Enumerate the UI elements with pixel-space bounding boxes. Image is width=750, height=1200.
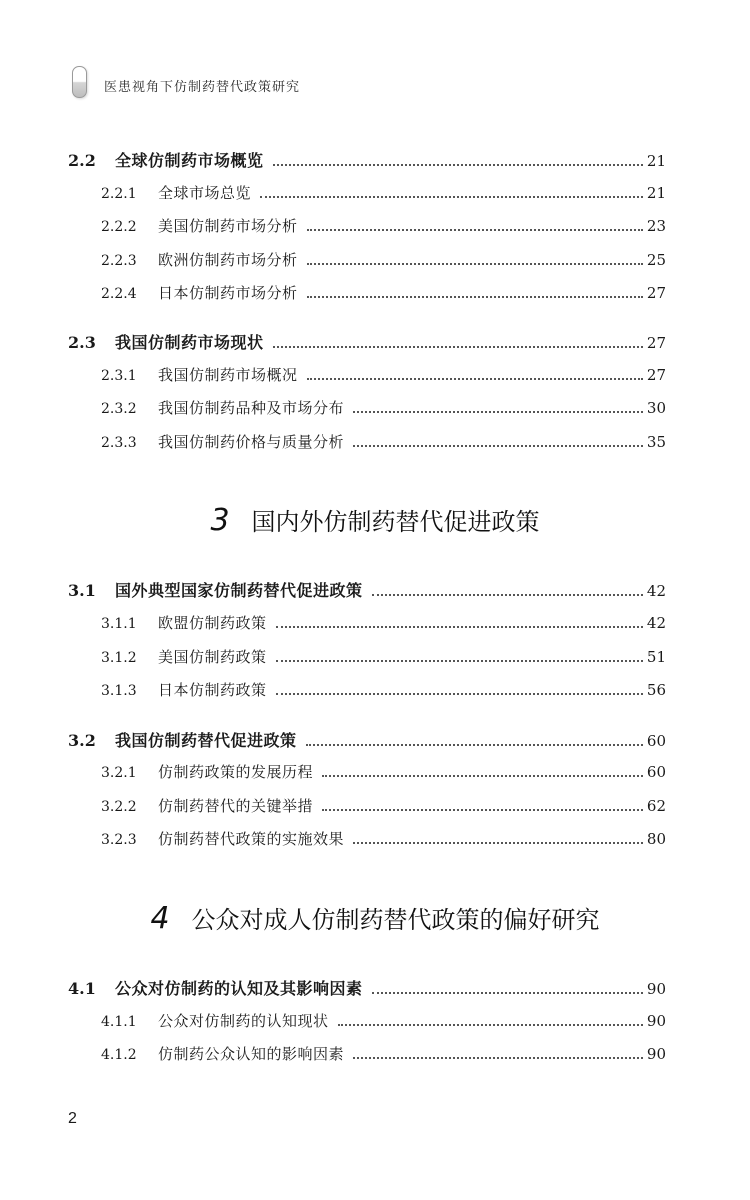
subsection-number: 3.2.2 (101, 799, 137, 815)
toc-subsection-3-1-2[interactable] (68, 646, 666, 670)
toc-subsection-4-1-1[interactable] (68, 1010, 666, 1034)
dot-leader (353, 410, 643, 413)
toc-subsection-3-1-3[interactable] (68, 679, 666, 703)
page-ref: 60 (646, 763, 666, 781)
section-number: 2.3 (68, 333, 96, 352)
toc-subsection-2-2-2[interactable] (68, 215, 666, 239)
section-number: 3.2 (68, 731, 96, 750)
dot-leader (260, 195, 643, 198)
subsection-number: 2.3.1 (101, 368, 137, 384)
page-ref: 27 (646, 334, 666, 352)
dot-leader (372, 593, 643, 596)
dot-leader (372, 991, 643, 994)
chapter-number: 3 (210, 503, 230, 538)
page-ref: 90 (646, 1045, 666, 1063)
subsection-title: 欧盟仿制药政策 (158, 614, 267, 632)
section-title: 我国仿制药市场现状 (115, 333, 264, 352)
subsection-number: 4.1.2 (101, 1047, 137, 1063)
toc-subsection-3-2-1[interactable] (68, 761, 666, 785)
toc-section-4-1[interactable] (68, 976, 666, 1000)
subsection-number: 3.2.3 (101, 832, 137, 848)
subsection-number: 3.1.3 (101, 683, 137, 699)
chapter-4-heading[interactable] (0, 900, 750, 936)
toc-subsection-2-2-1[interactable] (68, 182, 666, 206)
subsection-title: 欧洲仿制药市场分析 (158, 251, 298, 269)
dot-leader (322, 774, 643, 777)
subsection-number: 2.2.3 (101, 253, 137, 269)
dot-leader (307, 377, 643, 380)
toc-section-3-2[interactable] (68, 728, 666, 752)
section-title: 公众对仿制药的认知及其影响因素 (115, 979, 363, 998)
subsection-number: 2.3.3 (101, 435, 137, 451)
dot-leader (276, 625, 643, 628)
page-ref: 42 (646, 582, 666, 600)
page-ref: 35 (646, 433, 666, 451)
toc-subsection-2-3-1[interactable] (68, 364, 666, 388)
dot-leader (273, 345, 643, 348)
chapter-title: 公众对成人仿制药替代政策的偏好研究 (191, 906, 600, 934)
toc-subsection-2-3-2[interactable] (68, 397, 666, 421)
subsection-title: 我国仿制药价格与质量分析 (158, 433, 345, 451)
subsection-title: 仿制药公众认知的影响因素 (158, 1045, 345, 1063)
subsection-number: 3.1.2 (101, 650, 137, 666)
subsection-number: 3.2.1 (101, 765, 137, 781)
page-ref: 80 (646, 830, 666, 848)
page-ref: 21 (646, 184, 666, 202)
toc-subsection-4-1-2[interactable] (68, 1043, 666, 1067)
subsection-title: 仿制药替代的关键举措 (158, 797, 314, 815)
dot-leader (353, 444, 643, 447)
subsection-title: 我国仿制药市场概况 (158, 366, 298, 384)
subsection-title: 仿制药政策的发展历程 (158, 763, 314, 781)
dot-leader (273, 163, 643, 166)
subsection-number: 2.3.2 (101, 401, 137, 417)
subsection-title: 公众对仿制药的认知现状 (158, 1012, 329, 1030)
toc-subsection-2-2-4[interactable] (68, 282, 666, 306)
page-ref: 56 (646, 681, 666, 699)
page-ref: 23 (646, 217, 666, 235)
toc-subsection-3-1-1[interactable] (68, 612, 666, 636)
dot-leader (322, 808, 643, 811)
subsection-title: 日本仿制药政策 (158, 681, 267, 699)
toc-subsection-3-2-2[interactable] (68, 795, 666, 819)
section-title: 我国仿制药替代促进政策 (115, 731, 297, 750)
toc-section-2-2[interactable] (68, 148, 666, 172)
page-ref: 30 (646, 399, 666, 417)
subsection-number: 4.1.1 (101, 1014, 137, 1030)
page-ref: 21 (646, 152, 666, 170)
dot-leader (353, 1056, 643, 1059)
subsection-number: 2.2.1 (101, 186, 137, 202)
page-ref: 51 (646, 648, 666, 666)
dot-leader (276, 659, 643, 662)
section-title: 国外典型国家仿制药替代促进政策 (115, 581, 363, 600)
capsule-icon (72, 66, 87, 98)
dot-leader (338, 1023, 643, 1026)
page-ref: 62 (646, 797, 666, 815)
dot-leader (307, 295, 643, 298)
page-ref: 60 (646, 732, 666, 750)
subsection-title: 我国仿制药品种及市场分布 (158, 399, 345, 417)
dot-leader (353, 841, 643, 844)
chapter-title: 国内外仿制药替代促进政策 (251, 508, 540, 536)
header-title: 医患视角下仿制药替代政策研究 (104, 80, 301, 95)
section-number: 3.1 (68, 581, 96, 600)
toc-subsection-2-3-3[interactable] (68, 431, 666, 455)
page-ref: 27 (646, 284, 666, 302)
page-ref: 42 (646, 614, 666, 632)
subsection-title: 全球市场总览 (158, 184, 252, 202)
section-title: 全球仿制药市场概览 (115, 151, 264, 170)
subsection-title: 美国仿制药市场分析 (158, 217, 298, 235)
subsection-number: 2.2.2 (101, 219, 137, 235)
chapter-number: 4 (150, 901, 170, 936)
toc-section-3-1[interactable] (68, 578, 666, 602)
subsection-number: 2.2.4 (101, 286, 137, 302)
page-ref: 27 (646, 366, 666, 384)
page-number: 2 (68, 1110, 77, 1127)
page-ref: 25 (646, 251, 666, 269)
running-header (72, 64, 672, 100)
section-number: 4.1 (68, 979, 96, 998)
subsection-title: 仿制药替代政策的实施效果 (158, 830, 345, 848)
subsection-number: 3.1.1 (101, 616, 137, 632)
dot-leader (307, 262, 643, 265)
toc-subsection-2-2-3[interactable] (68, 249, 666, 273)
page-ref: 90 (646, 980, 666, 998)
section-number: 2.2 (68, 151, 96, 170)
dot-leader (306, 743, 643, 746)
subsection-title: 日本仿制药市场分析 (158, 284, 298, 302)
toc-subsection-3-2-3[interactable] (68, 828, 666, 852)
page-ref: 90 (646, 1012, 666, 1030)
toc-section-2-3[interactable] (68, 330, 666, 354)
dot-leader (307, 228, 643, 231)
chapter-3-heading[interactable] (0, 502, 750, 538)
dot-leader (276, 692, 643, 695)
subsection-title: 美国仿制药政策 (158, 648, 267, 666)
